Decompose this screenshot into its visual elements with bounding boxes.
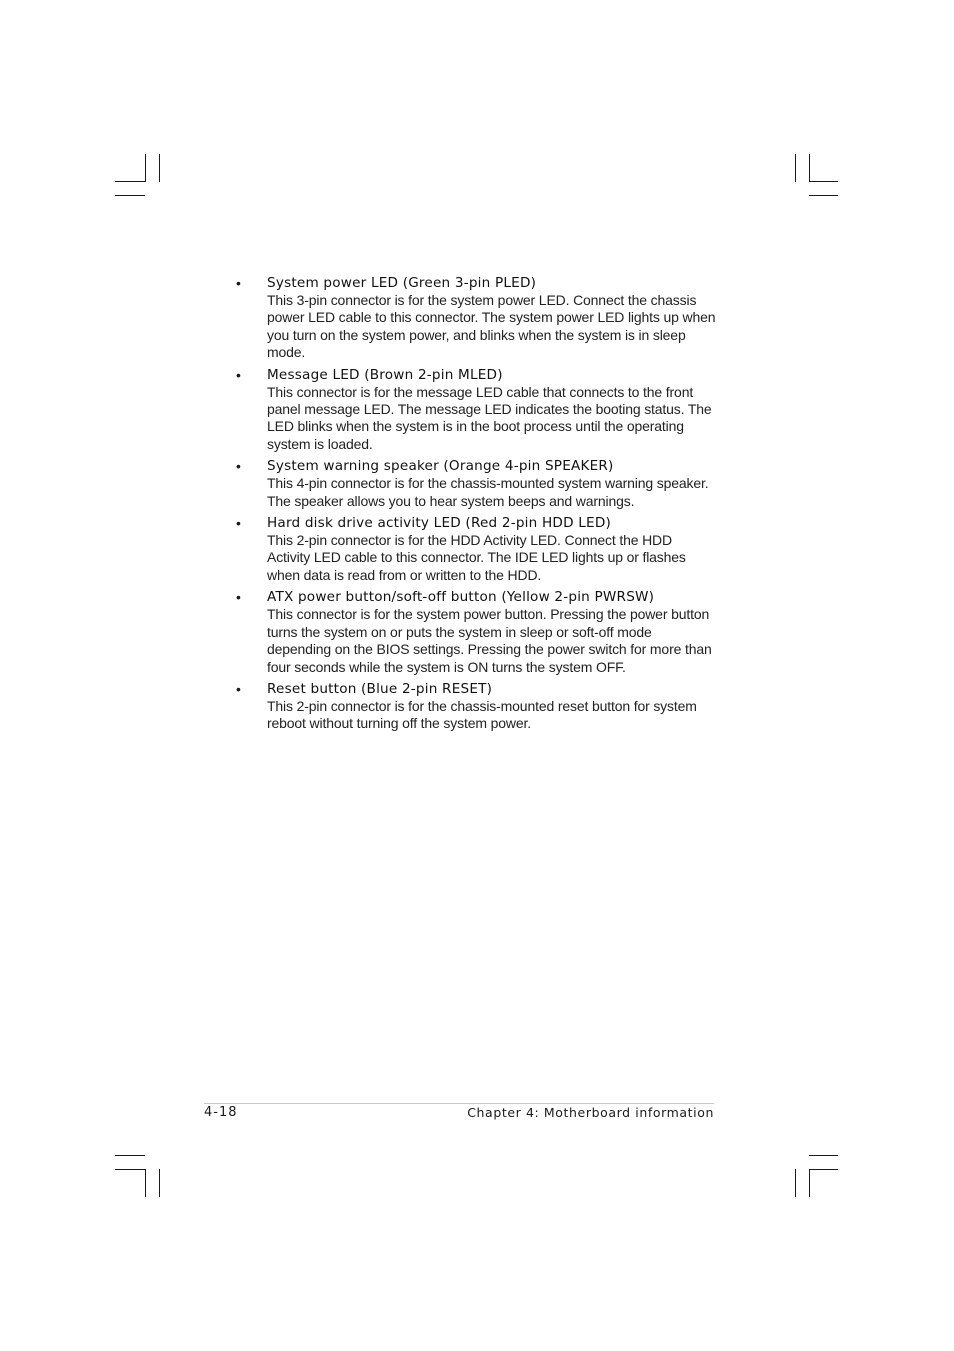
- crop-mark: [809, 195, 838, 196]
- item-body: This 2-pin connector is for the HDD Activity LED. Connect the HDD Activity LED cable to this connector. The IDE LED lights up or flashes when data is read from or written to the HDD.: [267, 532, 686, 583]
- bullet: •: [236, 589, 241, 606]
- item-title: System power LED (Green 3-pin PLED): [267, 275, 537, 291]
- crop-mark: [809, 154, 810, 182]
- crop-mark: [795, 154, 796, 182]
- item-title: System warning speaker (Orange 4-pin SPEAKER): [267, 458, 614, 475]
- list-item: [236, 514, 716, 584]
- item-body: This connector is for the system power button. Pressing the power button turns the system on or puts the system in sleep or soft-off mode depending on the BIOS settings. Pressing the power switch for more than four seconds while the system is ON turns the system OFF.: [267, 606, 712, 675]
- list-item: [236, 680, 716, 733]
- crop-mark: [115, 195, 145, 196]
- item-body: This 4-pin connector is for the chassis-mounted system warning speaker. The speaker allows you to hear system beeps and warnings.: [267, 475, 709, 509]
- item-title: Hard disk drive activity LED (Red 2-pin HDD LED): [267, 515, 611, 532]
- footer-divider: [204, 1103, 714, 1104]
- bullet: •: [236, 275, 241, 291]
- bullet: •: [236, 458, 241, 475]
- crop-mark: [145, 1169, 146, 1197]
- crop-mark: [809, 1169, 810, 1197]
- crop-mark: [115, 1155, 145, 1156]
- bullet: •: [236, 515, 241, 532]
- list-item: [236, 588, 716, 676]
- list-item: [236, 274, 716, 362]
- chapter-title: Chapter 4: Motherboard information: [467, 1105, 714, 1120]
- crop-mark: [159, 154, 160, 182]
- crop-mark: [795, 1169, 796, 1197]
- list-item: [236, 366, 716, 454]
- connector-list: [236, 274, 716, 737]
- item-title: Reset button (Blue 2-pin RESET): [267, 680, 493, 697]
- crop-mark: [115, 1169, 145, 1170]
- crop-mark: [159, 1169, 160, 1197]
- crop-mark: [809, 181, 838, 182]
- item-body: This connector is for the message LED cable that connects to the front panel message LED. The message LED indicates the booting status. The LED blinks when the system is in the boot process until the operating system is loaded.: [267, 383, 712, 452]
- item-body: This 3-pin connector is for the system power LED. Connect the chassis power LED cable to this connector. The system power LED lights up when you turn on the system power, and blinks when the system is in sleep mode.: [267, 292, 716, 361]
- crop-mark: [145, 154, 146, 182]
- item-body: This 2-pin connector is for the chassis-mounted reset button for system reboot without turning off the system power.: [267, 697, 697, 732]
- bullet: •: [236, 680, 241, 697]
- item-title: ATX power button/soft-off button (Yellow 2-pin PWRSW): [267, 589, 655, 606]
- crop-mark: [809, 1155, 838, 1156]
- item-title: Message LED (Brown 2-pin MLED): [267, 366, 503, 383]
- list-item: [236, 457, 716, 510]
- crop-mark: [115, 181, 145, 182]
- crop-mark: [809, 1169, 838, 1170]
- page-number: 4-18: [204, 1105, 238, 1120]
- bullet: •: [236, 366, 241, 383]
